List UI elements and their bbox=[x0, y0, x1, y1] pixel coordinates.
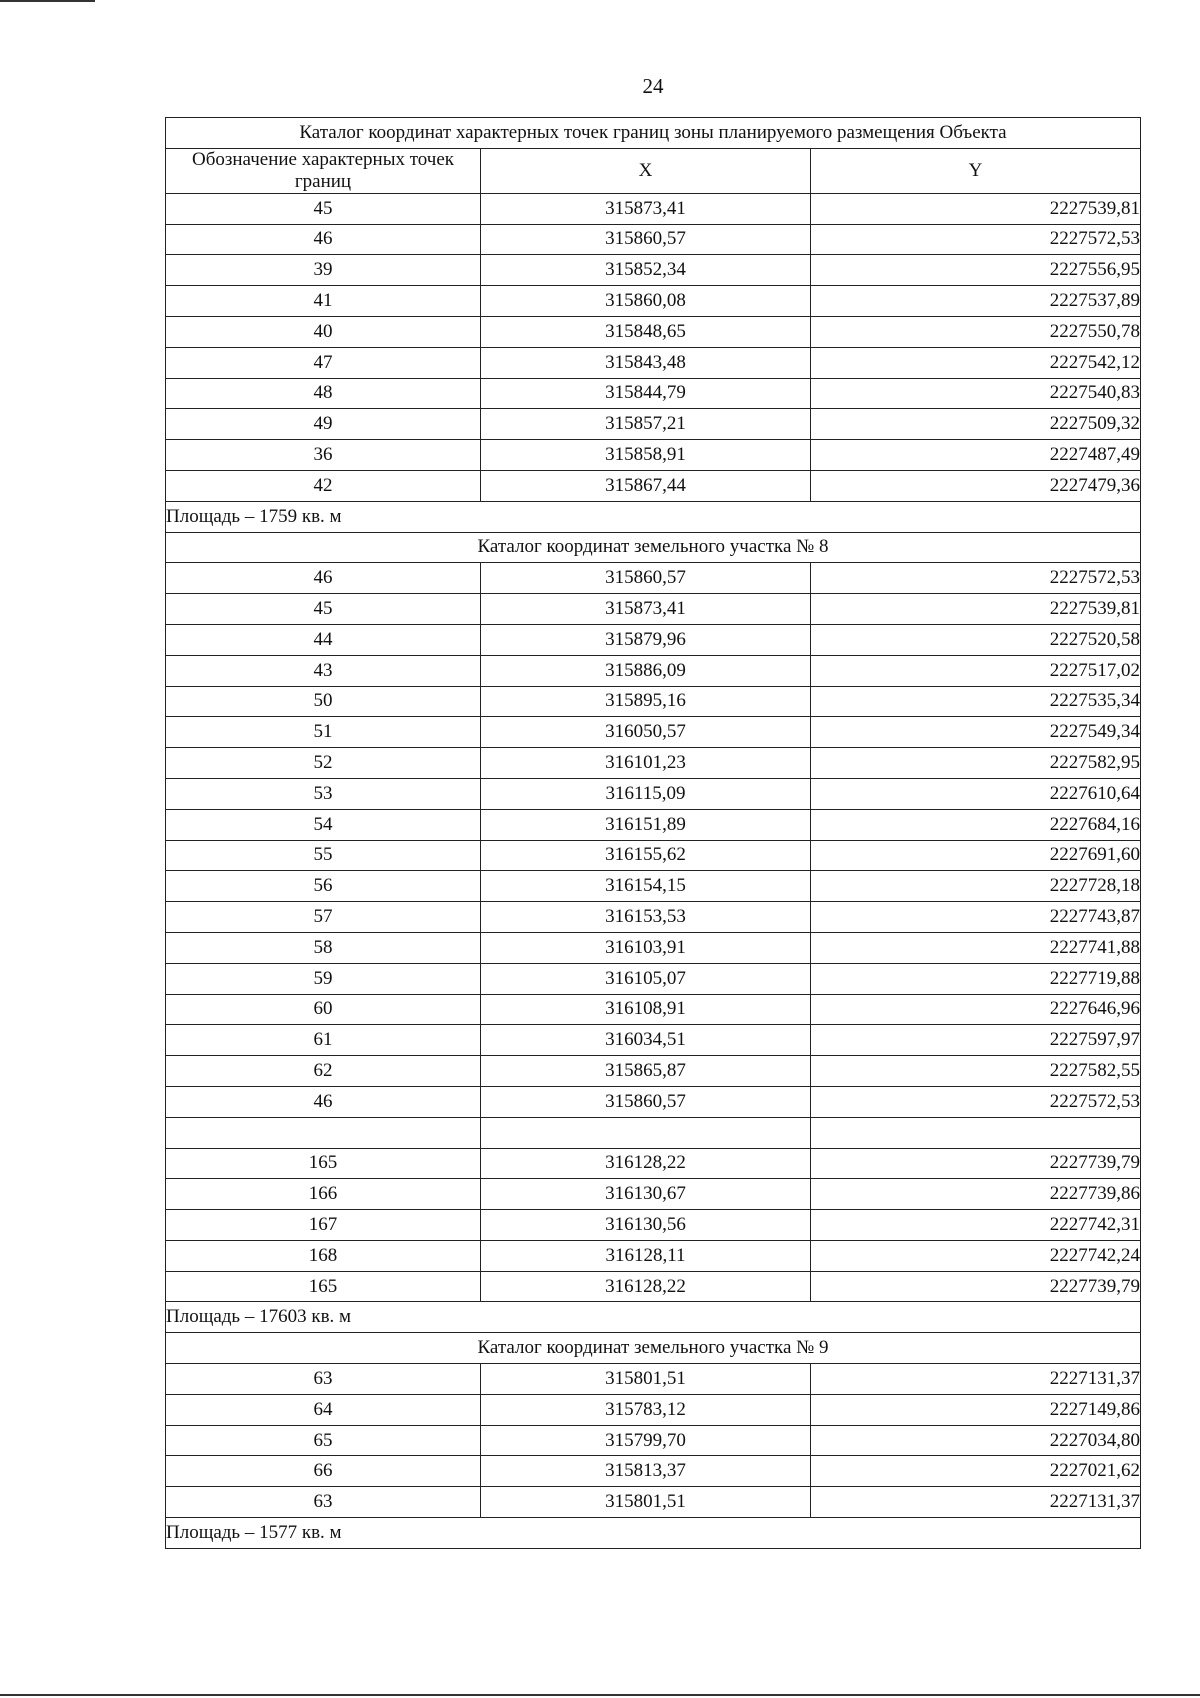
x-coordinate-cell: 315865,87 bbox=[481, 1056, 811, 1087]
table-row bbox=[166, 1271, 1141, 1302]
point-number-cell bbox=[166, 1117, 481, 1148]
table-row bbox=[166, 1240, 1141, 1271]
section-heading-row bbox=[166, 1333, 1141, 1364]
x-coordinate-cell: 315801,51 bbox=[481, 1487, 811, 1518]
point-number-cell: 63 bbox=[166, 1364, 481, 1395]
point-number-cell: 41 bbox=[166, 286, 481, 317]
area-row bbox=[166, 1518, 1141, 1549]
point-number-cell: 50 bbox=[166, 686, 481, 717]
table-row bbox=[166, 1179, 1141, 1210]
table-row bbox=[166, 347, 1141, 378]
y-coordinate-cell: 2227741,88 bbox=[811, 932, 1141, 963]
table-row bbox=[166, 193, 1141, 224]
x-coordinate-cell: 315844,79 bbox=[481, 378, 811, 409]
table-row bbox=[166, 902, 1141, 933]
point-number-cell: 168 bbox=[166, 1240, 481, 1271]
table-row bbox=[166, 686, 1141, 717]
point-number-cell: 39 bbox=[166, 255, 481, 286]
point-number-cell: 65 bbox=[166, 1425, 481, 1456]
table-row bbox=[166, 378, 1141, 409]
y-coordinate-cell: 2227572,53 bbox=[811, 224, 1141, 255]
y-coordinate-cell: 2227535,34 bbox=[811, 686, 1141, 717]
x-coordinate-cell: 316130,67 bbox=[481, 1179, 811, 1210]
x-coordinate-cell: 315858,91 bbox=[481, 440, 811, 471]
table-row bbox=[166, 1487, 1141, 1518]
x-coordinate-cell: 315873,41 bbox=[481, 193, 811, 224]
x-coordinate-cell: 316128,22 bbox=[481, 1148, 811, 1179]
table-row bbox=[166, 748, 1141, 779]
x-coordinate-cell: 315848,65 bbox=[481, 316, 811, 347]
table-row bbox=[166, 1117, 1141, 1148]
x-coordinate-cell: 315860,57 bbox=[481, 224, 811, 255]
point-number-cell: 61 bbox=[166, 1025, 481, 1056]
x-coordinate-cell: 315852,34 bbox=[481, 255, 811, 286]
table-row bbox=[166, 1425, 1141, 1456]
column-header-x: X bbox=[481, 148, 811, 193]
y-coordinate-cell: 2227550,78 bbox=[811, 316, 1141, 347]
y-coordinate-cell: 2227549,34 bbox=[811, 717, 1141, 748]
table-row bbox=[166, 563, 1141, 594]
x-coordinate-cell: 315886,09 bbox=[481, 655, 811, 686]
y-coordinate-cell: 2227149,86 bbox=[811, 1394, 1141, 1425]
table-header-row bbox=[166, 148, 1141, 193]
y-coordinate-cell: 2227691,60 bbox=[811, 840, 1141, 871]
y-coordinate-cell: 2227034,80 bbox=[811, 1425, 1141, 1456]
table-row bbox=[166, 871, 1141, 902]
y-coordinate-cell: 2227739,79 bbox=[811, 1148, 1141, 1179]
point-number-cell: 46 bbox=[166, 563, 481, 594]
y-coordinate-cell: 2227739,86 bbox=[811, 1179, 1141, 1210]
scan-edge-mark bbox=[0, 0, 95, 2]
y-coordinate-cell: 2227582,55 bbox=[811, 1056, 1141, 1087]
section-heading: Каталог координат земельного участка № 8 bbox=[166, 532, 1141, 563]
x-coordinate-cell bbox=[481, 1117, 811, 1148]
point-number-cell: 51 bbox=[166, 717, 481, 748]
table-row bbox=[166, 1394, 1141, 1425]
y-coordinate-cell: 2227542,12 bbox=[811, 347, 1141, 378]
column-header-y: Y bbox=[811, 148, 1141, 193]
x-coordinate-cell: 315867,44 bbox=[481, 470, 811, 501]
table-row bbox=[166, 316, 1141, 347]
x-coordinate-cell: 316103,91 bbox=[481, 932, 811, 963]
x-coordinate-cell: 316151,89 bbox=[481, 809, 811, 840]
area-row bbox=[166, 501, 1141, 532]
x-coordinate-cell: 315860,57 bbox=[481, 563, 811, 594]
x-coordinate-cell: 315783,12 bbox=[481, 1394, 811, 1425]
x-coordinate-cell: 315813,37 bbox=[481, 1456, 811, 1487]
point-number-cell: 62 bbox=[166, 1056, 481, 1087]
y-coordinate-cell: 2227131,37 bbox=[811, 1487, 1141, 1518]
point-number-cell: 48 bbox=[166, 378, 481, 409]
y-coordinate-cell: 2227517,02 bbox=[811, 655, 1141, 686]
table-row bbox=[166, 1056, 1141, 1087]
area-value: Площадь – 1759 кв. м bbox=[166, 501, 1141, 532]
x-coordinate-cell: 316153,53 bbox=[481, 902, 811, 933]
area-row bbox=[166, 1302, 1141, 1333]
point-number-cell: 59 bbox=[166, 963, 481, 994]
y-coordinate-cell: 2227487,49 bbox=[811, 440, 1141, 471]
y-coordinate-cell: 2227610,64 bbox=[811, 778, 1141, 809]
point-number-cell: 43 bbox=[166, 655, 481, 686]
y-coordinate-cell: 2227520,58 bbox=[811, 624, 1141, 655]
y-coordinate-cell: 2227582,95 bbox=[811, 748, 1141, 779]
table-row bbox=[166, 409, 1141, 440]
coordinates-table-body bbox=[166, 118, 1141, 1549]
point-number-cell: 60 bbox=[166, 994, 481, 1025]
point-number-cell: 40 bbox=[166, 316, 481, 347]
x-coordinate-cell: 316101,23 bbox=[481, 748, 811, 779]
table-title-row bbox=[166, 118, 1141, 149]
x-coordinate-cell: 316154,15 bbox=[481, 871, 811, 902]
point-number-cell: 46 bbox=[166, 224, 481, 255]
point-number-cell: 44 bbox=[166, 624, 481, 655]
table-title: Каталог координат характерных точек границ зоны планируемого размещения Объекта bbox=[166, 118, 1141, 149]
y-coordinate-cell: 2227719,88 bbox=[811, 963, 1141, 994]
point-number-cell: 49 bbox=[166, 409, 481, 440]
y-coordinate-cell: 2227597,97 bbox=[811, 1025, 1141, 1056]
x-coordinate-cell: 316105,07 bbox=[481, 963, 811, 994]
table-row bbox=[166, 778, 1141, 809]
x-coordinate-cell: 316130,56 bbox=[481, 1210, 811, 1241]
point-number-cell: 45 bbox=[166, 193, 481, 224]
y-coordinate-cell: 2227537,89 bbox=[811, 286, 1141, 317]
table-row bbox=[166, 932, 1141, 963]
point-number-cell: 45 bbox=[166, 594, 481, 625]
y-coordinate-cell bbox=[811, 1117, 1141, 1148]
table-row bbox=[166, 1025, 1141, 1056]
point-number-cell: 47 bbox=[166, 347, 481, 378]
point-number-cell: 56 bbox=[166, 871, 481, 902]
table-row bbox=[166, 963, 1141, 994]
point-number-cell: 66 bbox=[166, 1456, 481, 1487]
point-number-cell: 63 bbox=[166, 1487, 481, 1518]
y-coordinate-cell: 2227742,24 bbox=[811, 1240, 1141, 1271]
x-coordinate-cell: 316115,09 bbox=[481, 778, 811, 809]
x-coordinate-cell: 315879,96 bbox=[481, 624, 811, 655]
point-number-cell: 53 bbox=[166, 778, 481, 809]
x-coordinate-cell: 316155,62 bbox=[481, 840, 811, 871]
x-coordinate-cell: 315895,16 bbox=[481, 686, 811, 717]
y-coordinate-cell: 2227684,16 bbox=[811, 809, 1141, 840]
y-coordinate-cell: 2227021,62 bbox=[811, 1456, 1141, 1487]
area-value: Площадь – 1577 кв. м bbox=[166, 1518, 1141, 1549]
table-row bbox=[166, 594, 1141, 625]
y-coordinate-cell: 2227539,81 bbox=[811, 193, 1141, 224]
x-coordinate-cell: 315860,57 bbox=[481, 1086, 811, 1117]
y-coordinate-cell: 2227739,79 bbox=[811, 1271, 1141, 1302]
table-row bbox=[166, 1210, 1141, 1241]
y-coordinate-cell: 2227572,53 bbox=[811, 1086, 1141, 1117]
table-row bbox=[166, 840, 1141, 871]
section-heading: Каталог координат земельного участка № 9 bbox=[166, 1333, 1141, 1364]
page-number: 24 bbox=[642, 74, 664, 98]
x-coordinate-cell: 316034,51 bbox=[481, 1025, 811, 1056]
table-row bbox=[166, 255, 1141, 286]
table-row bbox=[166, 1086, 1141, 1117]
point-number-cell: 167 bbox=[166, 1210, 481, 1241]
point-number-cell: 165 bbox=[166, 1148, 481, 1179]
table-row bbox=[166, 440, 1141, 471]
x-coordinate-cell: 316128,11 bbox=[481, 1240, 811, 1271]
point-number-cell: 42 bbox=[166, 470, 481, 501]
x-coordinate-cell: 316050,57 bbox=[481, 717, 811, 748]
y-coordinate-cell: 2227728,18 bbox=[811, 871, 1141, 902]
coordinates-table bbox=[165, 117, 1141, 1549]
x-coordinate-cell: 315799,70 bbox=[481, 1425, 811, 1456]
table-row bbox=[166, 994, 1141, 1025]
point-number-cell: 55 bbox=[166, 840, 481, 871]
y-coordinate-cell: 2227540,83 bbox=[811, 378, 1141, 409]
y-coordinate-cell: 2227479,36 bbox=[811, 470, 1141, 501]
scan-edge-mark bbox=[0, 1694, 1200, 1696]
point-number-cell: 165 bbox=[166, 1271, 481, 1302]
table-row bbox=[166, 1456, 1141, 1487]
point-number-cell: 57 bbox=[166, 902, 481, 933]
x-coordinate-cell: 316108,91 bbox=[481, 994, 811, 1025]
x-coordinate-cell: 315843,48 bbox=[481, 347, 811, 378]
x-coordinate-cell: 316128,22 bbox=[481, 1271, 811, 1302]
x-coordinate-cell: 315857,21 bbox=[481, 409, 811, 440]
y-coordinate-cell: 2227509,32 bbox=[811, 409, 1141, 440]
point-number-cell: 64 bbox=[166, 1394, 481, 1425]
x-coordinate-cell: 315873,41 bbox=[481, 594, 811, 625]
y-coordinate-cell: 2227131,37 bbox=[811, 1364, 1141, 1395]
table-row bbox=[166, 1148, 1141, 1179]
table-row bbox=[166, 286, 1141, 317]
point-number-cell: 166 bbox=[166, 1179, 481, 1210]
y-coordinate-cell: 2227646,96 bbox=[811, 994, 1141, 1025]
point-number-cell: 52 bbox=[166, 748, 481, 779]
y-coordinate-cell: 2227572,53 bbox=[811, 563, 1141, 594]
table-row bbox=[166, 1364, 1141, 1395]
point-number-cell: 36 bbox=[166, 440, 481, 471]
point-number-cell: 54 bbox=[166, 809, 481, 840]
table-row bbox=[166, 224, 1141, 255]
table-row bbox=[166, 624, 1141, 655]
table-row bbox=[166, 655, 1141, 686]
column-header-point: Обозначение характерных точек границ bbox=[166, 148, 481, 193]
table-row bbox=[166, 809, 1141, 840]
y-coordinate-cell: 2227742,31 bbox=[811, 1210, 1141, 1241]
point-number-cell: 58 bbox=[166, 932, 481, 963]
y-coordinate-cell: 2227539,81 bbox=[811, 594, 1141, 625]
point-number-cell: 46 bbox=[166, 1086, 481, 1117]
table-row bbox=[166, 717, 1141, 748]
area-value: Площадь – 17603 кв. м bbox=[166, 1302, 1141, 1333]
y-coordinate-cell: 2227556,95 bbox=[811, 255, 1141, 286]
table-row bbox=[166, 470, 1141, 501]
section-heading-row bbox=[166, 532, 1141, 563]
x-coordinate-cell: 315801,51 bbox=[481, 1364, 811, 1395]
x-coordinate-cell: 315860,08 bbox=[481, 286, 811, 317]
y-coordinate-cell: 2227743,87 bbox=[811, 902, 1141, 933]
